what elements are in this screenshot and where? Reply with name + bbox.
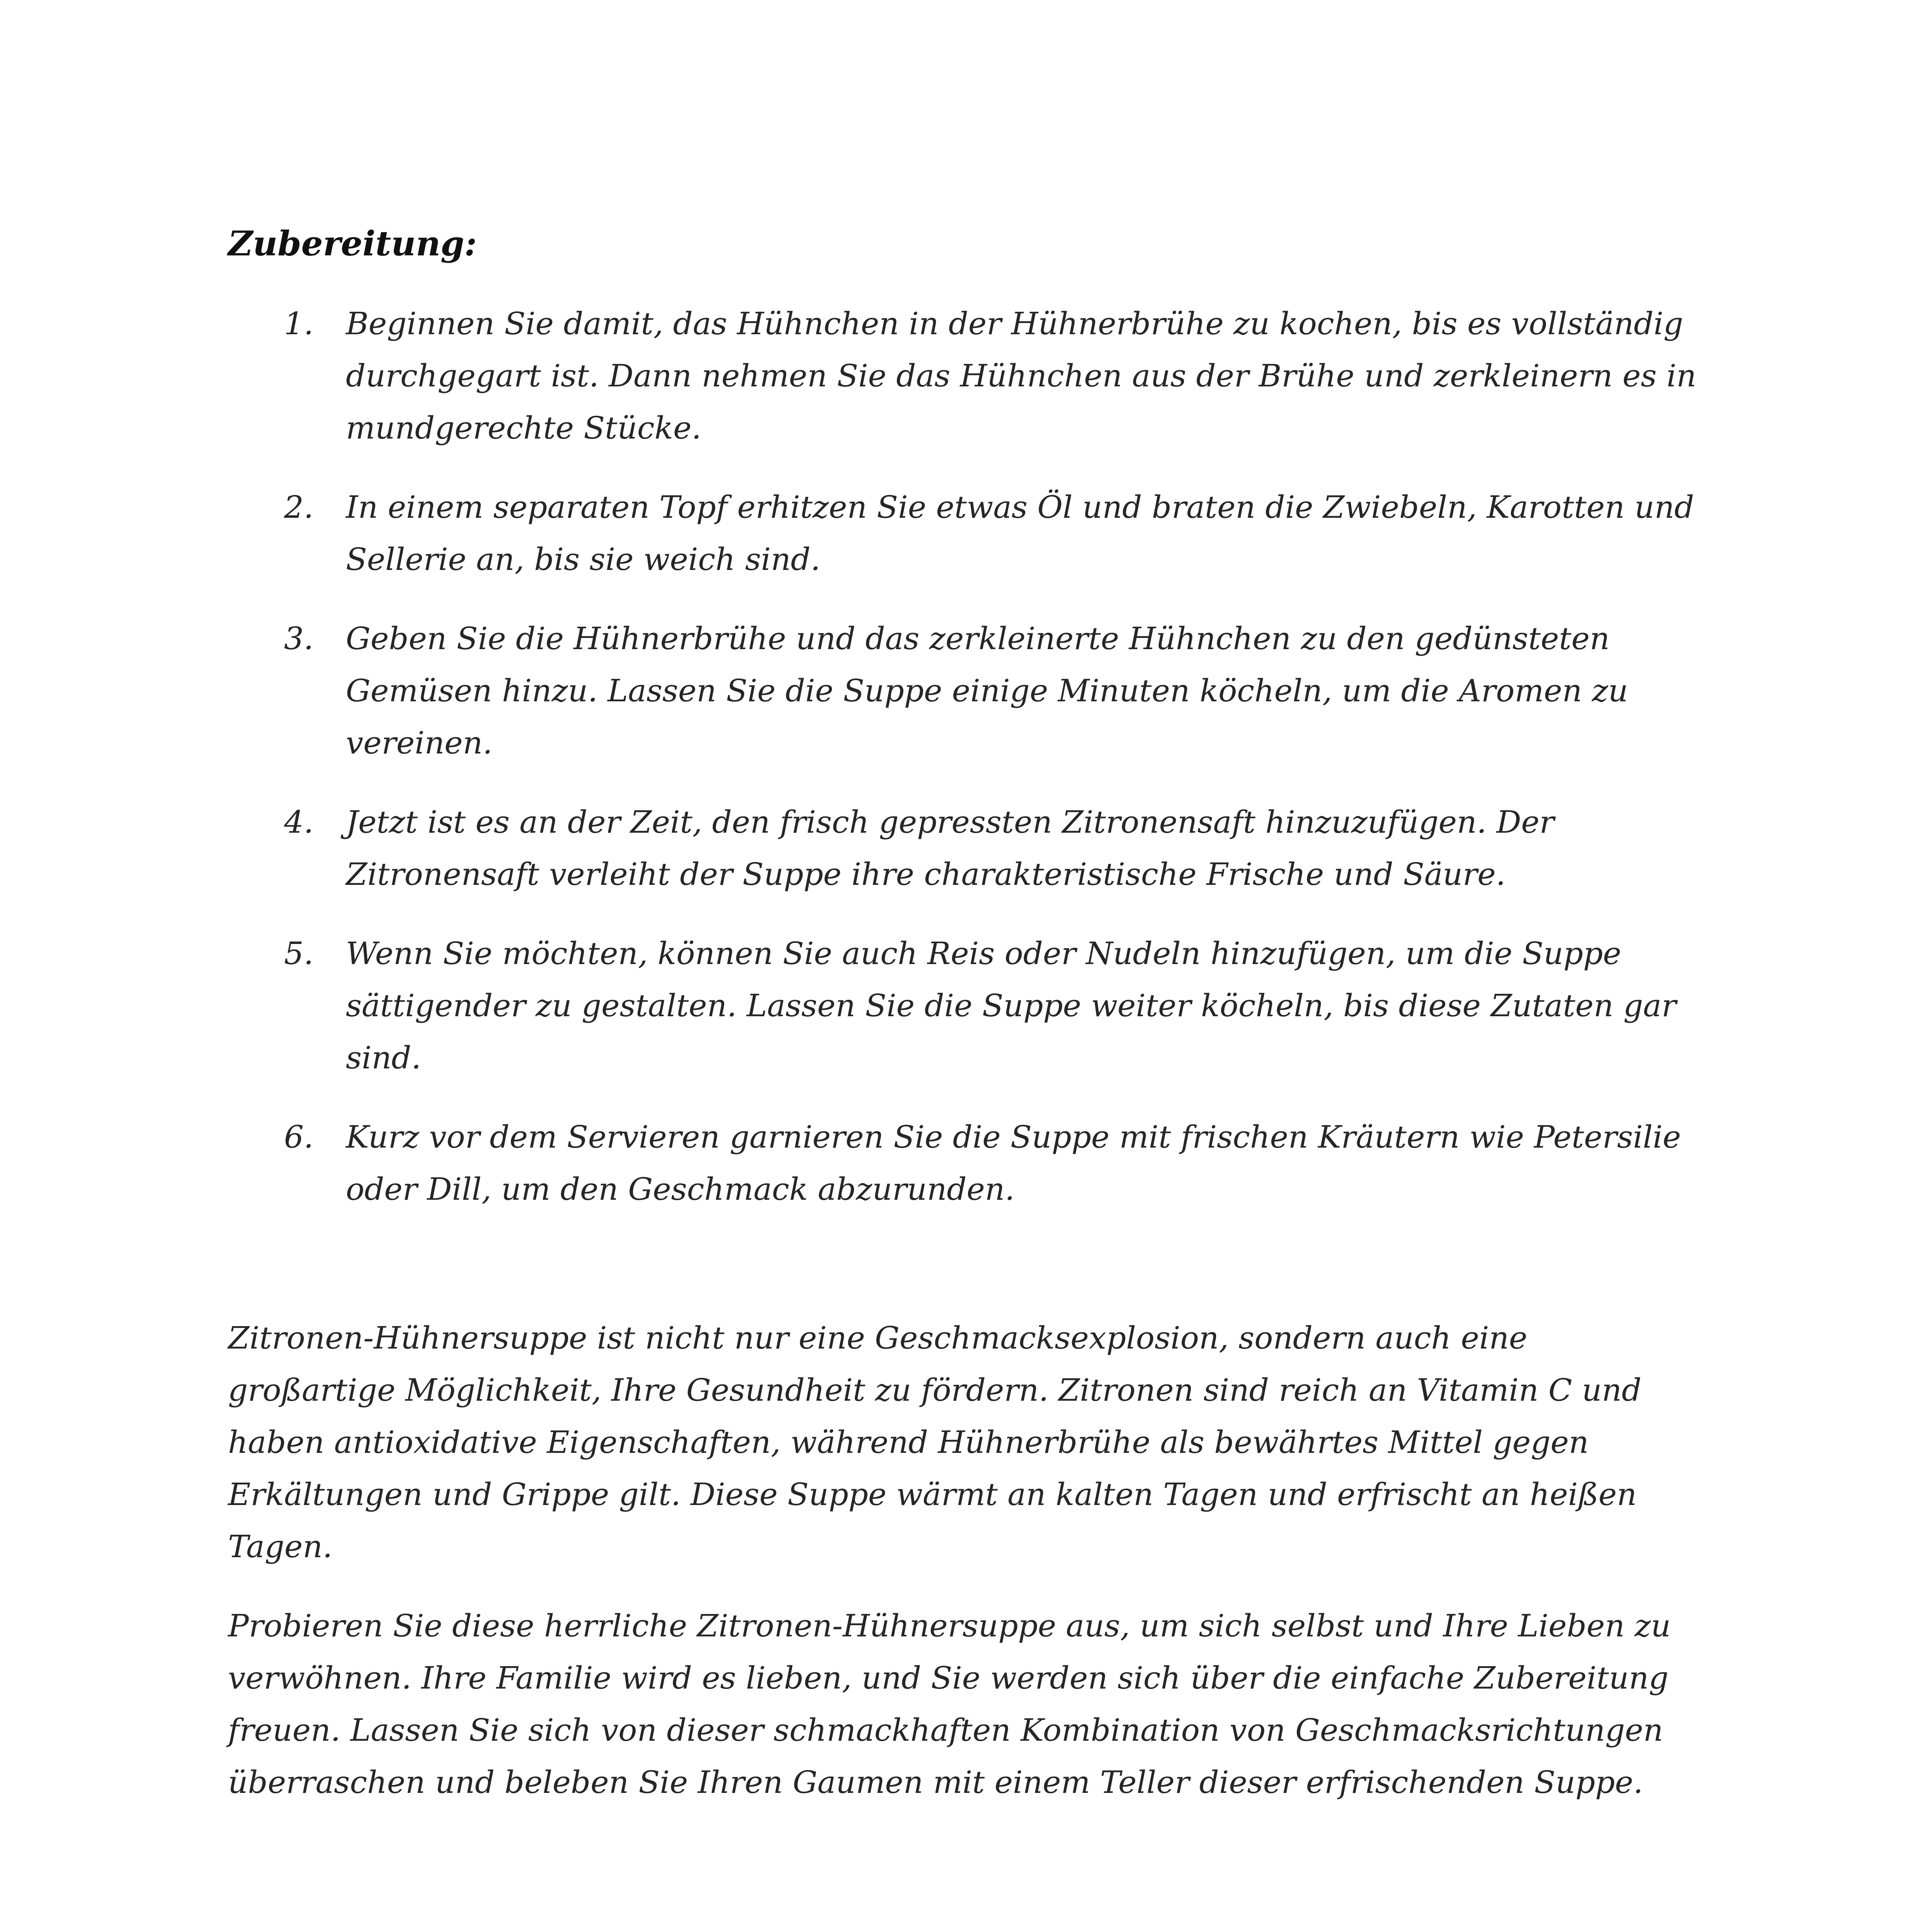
step-number: 2. — [284, 489, 314, 525]
step-text: In einem separaten Topf erhitzen Sie etwas Öl und braten die Zwiebeln, Karotten und Sellerie an, bis sie weich sind. — [346, 489, 1694, 577]
step-text: Beginnen Sie damit, das Hühnchen in der Hühnerbrühe zu kochen, bis es vollständig durchgegart ist. Dann nehmen Sie das Hühnchen aus der Brühe und zerkleinern es in mundgerechte Stücke. — [346, 306, 1696, 446]
list-item-step-2 — [228, 481, 1704, 585]
body-paragraph-conclusion: Probieren Sie diese herrliche Zitronen-Hühnersuppe aus, um sich selbst und Ihre Lieben zu verwöhnen. Ihre Familie wird es lieben, und Sie werden sich über die einfache Zubereitung freuen. Lassen Sie sich von dieser schmackhaften Kombination von Geschmacksrichtungen überraschen und beleben Sie Ihren Gaumen mit einem Teller dieser erfrischenden Suppe. — [228, 1608, 1671, 1800]
body-paragraph-health: Zitronen-Hühnersuppe ist nicht nur eine Geschmacksexplosion, sondern auch eine großartige Möglichkeit, Ihre Gesundheit zu fördern. Zitronen sind reich an Vitamin C und haben antioxidative Eigenschaften, während Hühnerbrühe als bewährtes Mittel gegen Erkältungen und Grippe gilt. Diese Suppe wärmt an kalten Tagen und erfrischt an heißen Tagen. — [228, 1320, 1641, 1565]
list-item-step-1 — [228, 298, 1704, 454]
step-text: Wenn Sie möchten, können Sie auch Reis oder Nudeln hinzufügen, um die Suppe sättigender zu gestalten. Lassen Sie die Suppe weiter köcheln, bis diese Zutaten gar sind. — [346, 935, 1677, 1076]
list-item-step-4 — [228, 796, 1704, 900]
step-text: Geben Sie die Hühnerbrühe und das zerkleinerte Hühnchen zu den gedünsteten Gemüsen hinzu. Lassen Sie die Suppe einige Minuten köcheln, um die Aromen zu vereinen. — [346, 621, 1628, 761]
list-item-step-5 — [228, 927, 1704, 1084]
preparation-steps-list — [228, 298, 1704, 1242]
list-item-step-3 — [228, 612, 1704, 769]
step-number: 4. — [284, 804, 314, 840]
step-number: 1. — [284, 306, 314, 342]
step-number: 5. — [284, 935, 314, 971]
step-number: 6. — [284, 1119, 314, 1155]
section-heading: Zubereitung: — [228, 223, 477, 264]
step-text: Kurz vor dem Servieren garnieren Sie die Suppe mit frischen Kräutern wie Petersilie oder Dill, um den Geschmack abzurunden. — [346, 1119, 1681, 1207]
step-text: Jetzt ist es an der Zeit, den frisch gepressten Zitronensaft hinzuzufügen. Der Zitronensaft verleiht der Suppe ihre charakteristische Frische und Säure. — [346, 804, 1555, 892]
step-number: 3. — [284, 621, 314, 656]
list-item-step-6 — [228, 1111, 1704, 1215]
